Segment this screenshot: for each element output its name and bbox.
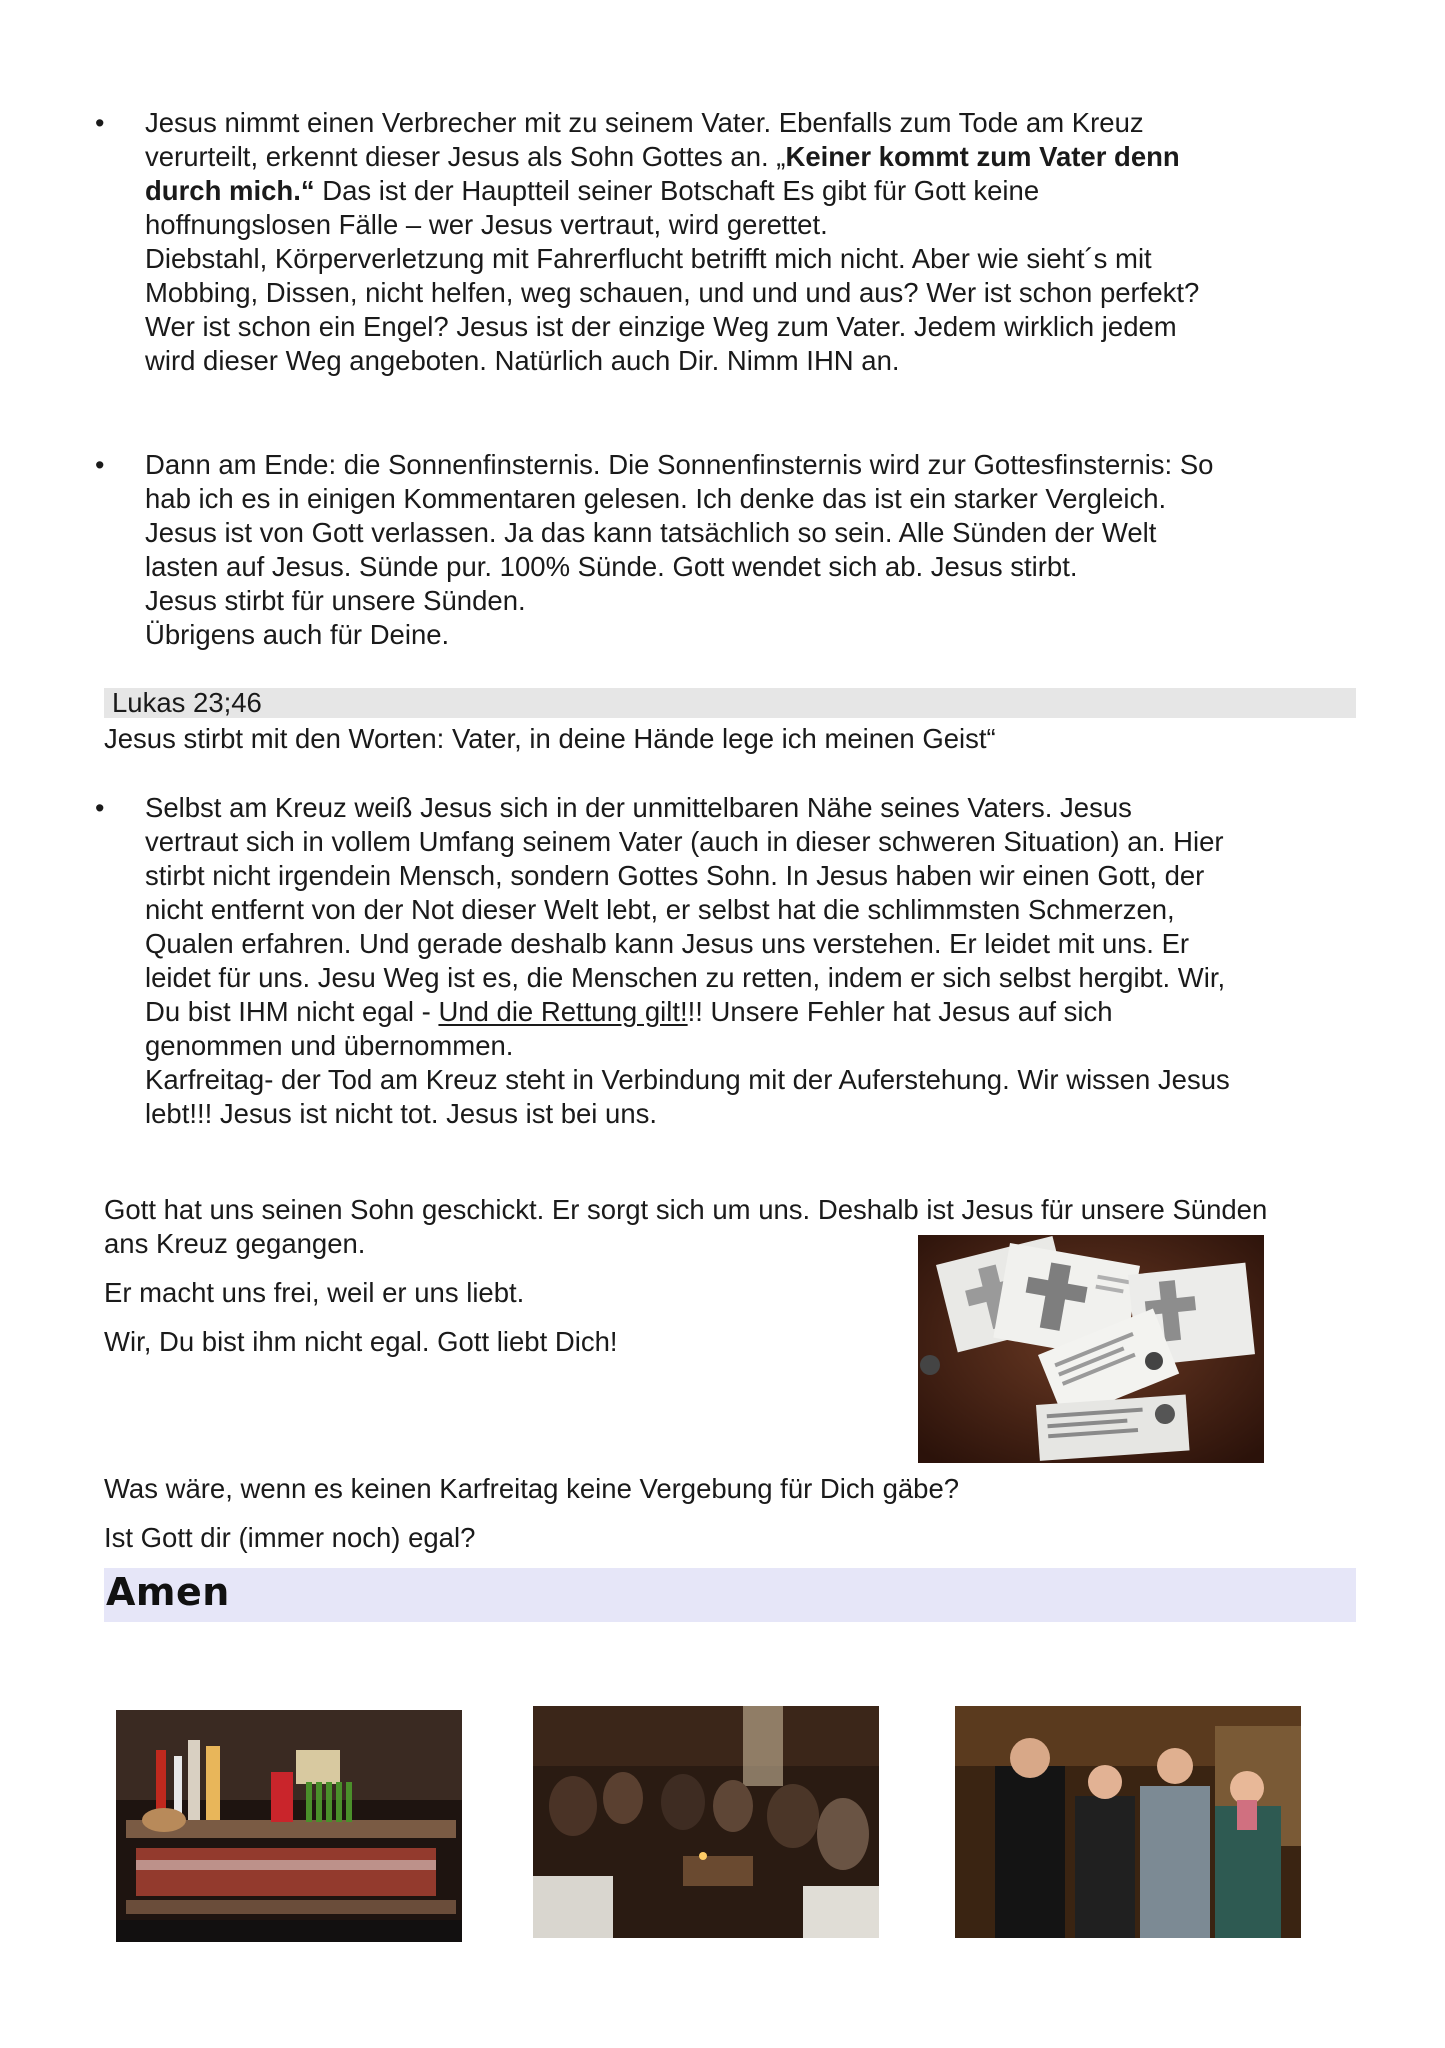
bullet-icon: • bbox=[95, 108, 105, 138]
text-line: lasten auf Jesus. Sünde pur. 100% Sünde. Gott wendet sich ab. Jesus stirbt. bbox=[145, 551, 1078, 582]
drinks-photo-image bbox=[116, 1710, 462, 1942]
text-span: verurteilt, erkennt dieser Jesus als Sohn Gottes an. „ bbox=[145, 141, 786, 172]
text-line: Dann am Ende: die Sonnenfinsternis. Die Sonnenfinsternis wird zur Gottesfinsternis: So bbox=[145, 449, 1214, 480]
closing-line: ans Kreuz gegangen. bbox=[104, 1228, 366, 1259]
text-line: hoffnungslosen Fälle – wer Jesus vertraut, wird gerettet. bbox=[145, 209, 828, 240]
text-line: nicht entfernt von der Not dieser Welt lebt, er selbst hat die schlimmsten Schmerzen, bbox=[145, 894, 1175, 925]
scripture-quote: Jesus stirbt mit den Worten: Vater, in deine Hände lege ich meinen Geist“ bbox=[104, 723, 996, 754]
text-line: vertraut sich in vollem Umfang seinem Vater (auch in dieser schweren Situation) an. Hier bbox=[145, 826, 1224, 857]
closing-line: Wir, Du bist ihm nicht egal. Gott liebt Dich! bbox=[104, 1326, 618, 1357]
bullet-paragraph-2 bbox=[95, 448, 1345, 652]
text-line: Übrigens auch für Deine. bbox=[145, 619, 450, 650]
scripture-reference-bar bbox=[104, 688, 1356, 718]
text-line: Selbst am Kreuz weiß Jesus sich in der unmittelbaren Nähe seines Vaters. Jesus bbox=[145, 792, 1132, 823]
text-span: !! Unsere Fehler hat Jesus auf sich bbox=[687, 996, 1113, 1027]
text-line: Jesus stirbt für unsere Sünden. bbox=[145, 585, 526, 616]
text-line: genommen und übernommen. bbox=[145, 1030, 514, 1061]
bold-quote: durch mich.“ bbox=[145, 175, 315, 206]
closing-line: Gott hat uns seinen Sohn geschickt. Er sorgt sich um uns. Deshalb ist Jesus für unsere Sünden bbox=[104, 1194, 1268, 1225]
text-line: Mobbing, Dissen, nicht helfen, weg schauen, und und und aus? Wer ist schon perfekt? bbox=[145, 277, 1200, 308]
amen-bar bbox=[104, 1568, 1356, 1622]
amen-heading: Amen bbox=[106, 1570, 230, 1614]
text-line bbox=[145, 995, 1345, 1029]
text-line: stirbt nicht irgendein Mensch, sondern Gottes Sohn. In Jesus haben wir einen Gott, der bbox=[145, 860, 1205, 891]
room-photo bbox=[533, 1706, 879, 1938]
bullet-icon: • bbox=[95, 793, 105, 823]
text-line: hab ich es in einigen Kommentaren gelesen. Ich denke das ist ein starker Vergleich. bbox=[145, 483, 1167, 514]
text-line: Jesus nimmt einen Verbrecher mit zu seinem Vater. Ebenfalls zum Tode am Kreuz bbox=[145, 107, 1144, 138]
underlined-text: Und die Rettung gilt! bbox=[438, 996, 688, 1027]
closing-line: Ist Gott dir (immer noch) egal? bbox=[104, 1522, 476, 1553]
bold-quote: Keiner kommt zum Vater denn bbox=[785, 141, 1180, 172]
text-line: Wer ist schon ein Engel? Jesus ist der einzige Weg zum Vater. Jedem wirklich jedem bbox=[145, 311, 1177, 342]
cards-photo bbox=[918, 1235, 1264, 1463]
bullet-icon: • bbox=[95, 450, 105, 480]
text-line: Jesus ist von Gott verlassen. Ja das kann tatsächlich so sein. Alle Sünden der Welt bbox=[145, 517, 1157, 548]
text-line: lebt!!! Jesus ist nicht tot. Jesus ist bei uns. bbox=[145, 1098, 658, 1129]
closing-line: Er macht uns frei, weil er uns liebt. bbox=[104, 1277, 525, 1308]
text-line: Karfreitag- der Tod am Kreuz steht in Verbindung mit der Auferstehung. Wir wissen Jesus bbox=[145, 1064, 1230, 1095]
closing-line: Was wäre, wenn es keinen Karfreitag keine Vergebung für Dich gäbe? bbox=[104, 1473, 960, 1504]
text-line bbox=[145, 140, 1345, 174]
text-line: wird dieser Weg angeboten. Natürlich auch Dir. Nimm IHN an. bbox=[145, 345, 900, 376]
bullet-paragraph-1 bbox=[95, 106, 1345, 378]
bullet-paragraph-3 bbox=[95, 791, 1345, 1131]
cards-photo-image bbox=[918, 1235, 1264, 1463]
text-line: Diebstahl, Körperverletzung mit Fahrerflucht betrifft mich nicht. Aber wie sieht´s mit bbox=[145, 243, 1152, 274]
text-span: Das ist der Hauptteil seiner Botschaft Es gibt für Gott keine bbox=[314, 175, 1040, 206]
group-photo-image bbox=[955, 1706, 1301, 1938]
drinks-photo bbox=[116, 1710, 462, 1942]
text-line bbox=[145, 174, 1345, 208]
group-photo bbox=[955, 1706, 1301, 1938]
text-span: Du bist IHM nicht egal - bbox=[145, 996, 439, 1027]
scripture-reference: Lukas 23;46 bbox=[112, 687, 262, 718]
text-line: Qualen erfahren. Und gerade deshalb kann Jesus uns verstehen. Er leidet mit uns. Er bbox=[145, 928, 1190, 959]
room-photo-image bbox=[533, 1706, 879, 1938]
text-line: leidet für uns. Jesu Weg ist es, die Menschen zu retten, indem er sich selbst hergibt. Wir, bbox=[145, 962, 1226, 993]
